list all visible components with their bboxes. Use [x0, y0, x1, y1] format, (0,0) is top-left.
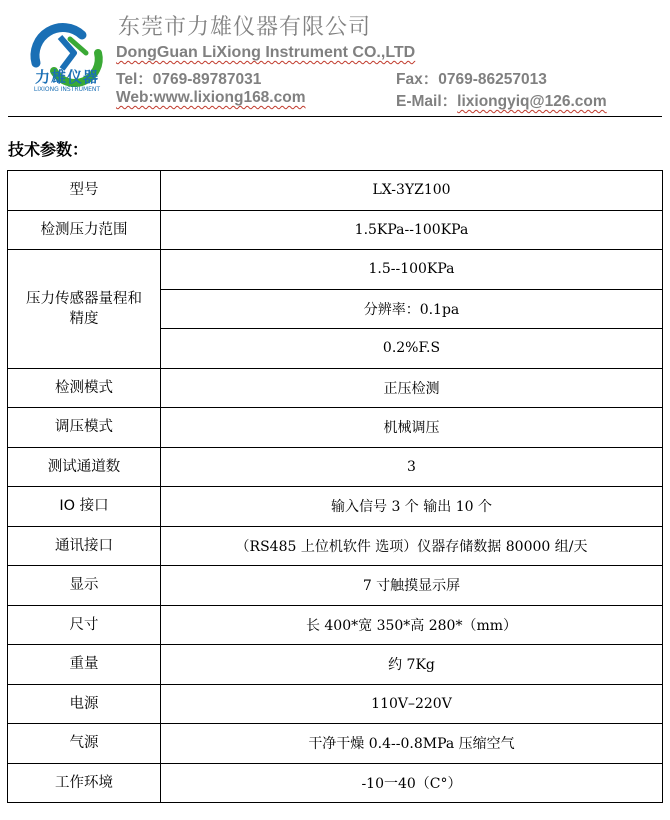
spec-label: 重量: [8, 645, 161, 685]
spec-label: 型号: [8, 171, 161, 211]
spec-value: 长 400*宽 350*高 280*（mm）: [161, 605, 663, 645]
spec-label: 检测模式: [8, 368, 161, 408]
table-row: [8, 487, 663, 527]
table-row: [8, 645, 663, 685]
spec-value: 约 7Kg: [161, 645, 663, 685]
spec-value: 3: [161, 447, 663, 487]
contact-fax: Fax：0769-86257013: [396, 71, 547, 88]
company-name-en: DongGuan LiXiong Instrument CO.,LTD: [116, 44, 416, 61]
spec-value: LX-3YZ100: [161, 171, 663, 211]
table-row: [8, 368, 663, 408]
email-label: E-Mail：: [396, 93, 458, 110]
spec-value: 机械调压: [161, 408, 663, 448]
company-name-cn: 东莞市力雄仪器有限公司: [118, 15, 372, 40]
spec-value: 正压检测: [161, 368, 663, 408]
spec-label: 尺寸: [8, 605, 161, 645]
table-row: [8, 526, 663, 566]
letterhead: [0, 0, 670, 120]
spec-label: 气源: [8, 724, 161, 764]
spec-value: 输入信号 3 个 输出 10 个: [161, 487, 663, 527]
section-title: 技术参数：: [8, 140, 89, 159]
spec-label: 调压模式: [8, 408, 161, 448]
spec-table: [7, 170, 663, 803]
table-row: [8, 408, 663, 448]
contact-tel: Tel：0769-89787031: [116, 71, 262, 88]
spec-value: -10一40（C°）: [161, 763, 663, 803]
table-row: [8, 763, 663, 803]
spec-value: 1.5--100KPa: [161, 250, 663, 290]
spec-value: 110V–220V: [161, 684, 663, 724]
table-row: [8, 250, 663, 290]
spec-label: 显示: [8, 566, 161, 606]
email-address: lixiongyiq@126.com: [457, 93, 607, 110]
spec-label: 通讯接口: [8, 526, 161, 566]
spec-label: 工作环境: [8, 763, 161, 803]
spec-label: 电源: [8, 684, 161, 724]
spec-label: 测试通道数: [8, 447, 161, 487]
logo-subtitle: LIXIONG INSTRUMENT: [33, 86, 101, 93]
spec-label: 检测压力范围: [8, 210, 161, 250]
spec-value: 1.5KPa--100KPa: [161, 210, 663, 250]
contact-email: [396, 89, 607, 111]
logo-name: 力雄仪器: [34, 68, 99, 86]
table-row: [8, 605, 663, 645]
spec-value: 分辨率：0.1pa: [161, 289, 663, 329]
contact-website: Web:www.lixiong168.com: [116, 89, 306, 106]
spec-value: 7 寸触摸显示屏: [161, 566, 663, 606]
table-row: [8, 447, 663, 487]
table-row: [8, 566, 663, 606]
table-row: [8, 684, 663, 724]
header-divider: [8, 116, 662, 117]
spec-value: 干净干燥 0.4--0.8MPa 压缩空气: [161, 724, 663, 764]
spec-value: 0.2%F.S: [161, 329, 663, 369]
table-row: [8, 210, 663, 250]
spec-label: 压力传感器量程和 精度: [8, 250, 161, 369]
spec-label: IO 接口: [8, 487, 161, 527]
table-row: [8, 724, 663, 764]
spec-value: （RS485 上位机软件 选项）仪器存储数据 80000 组/天: [161, 526, 663, 566]
table-row: [8, 171, 663, 211]
